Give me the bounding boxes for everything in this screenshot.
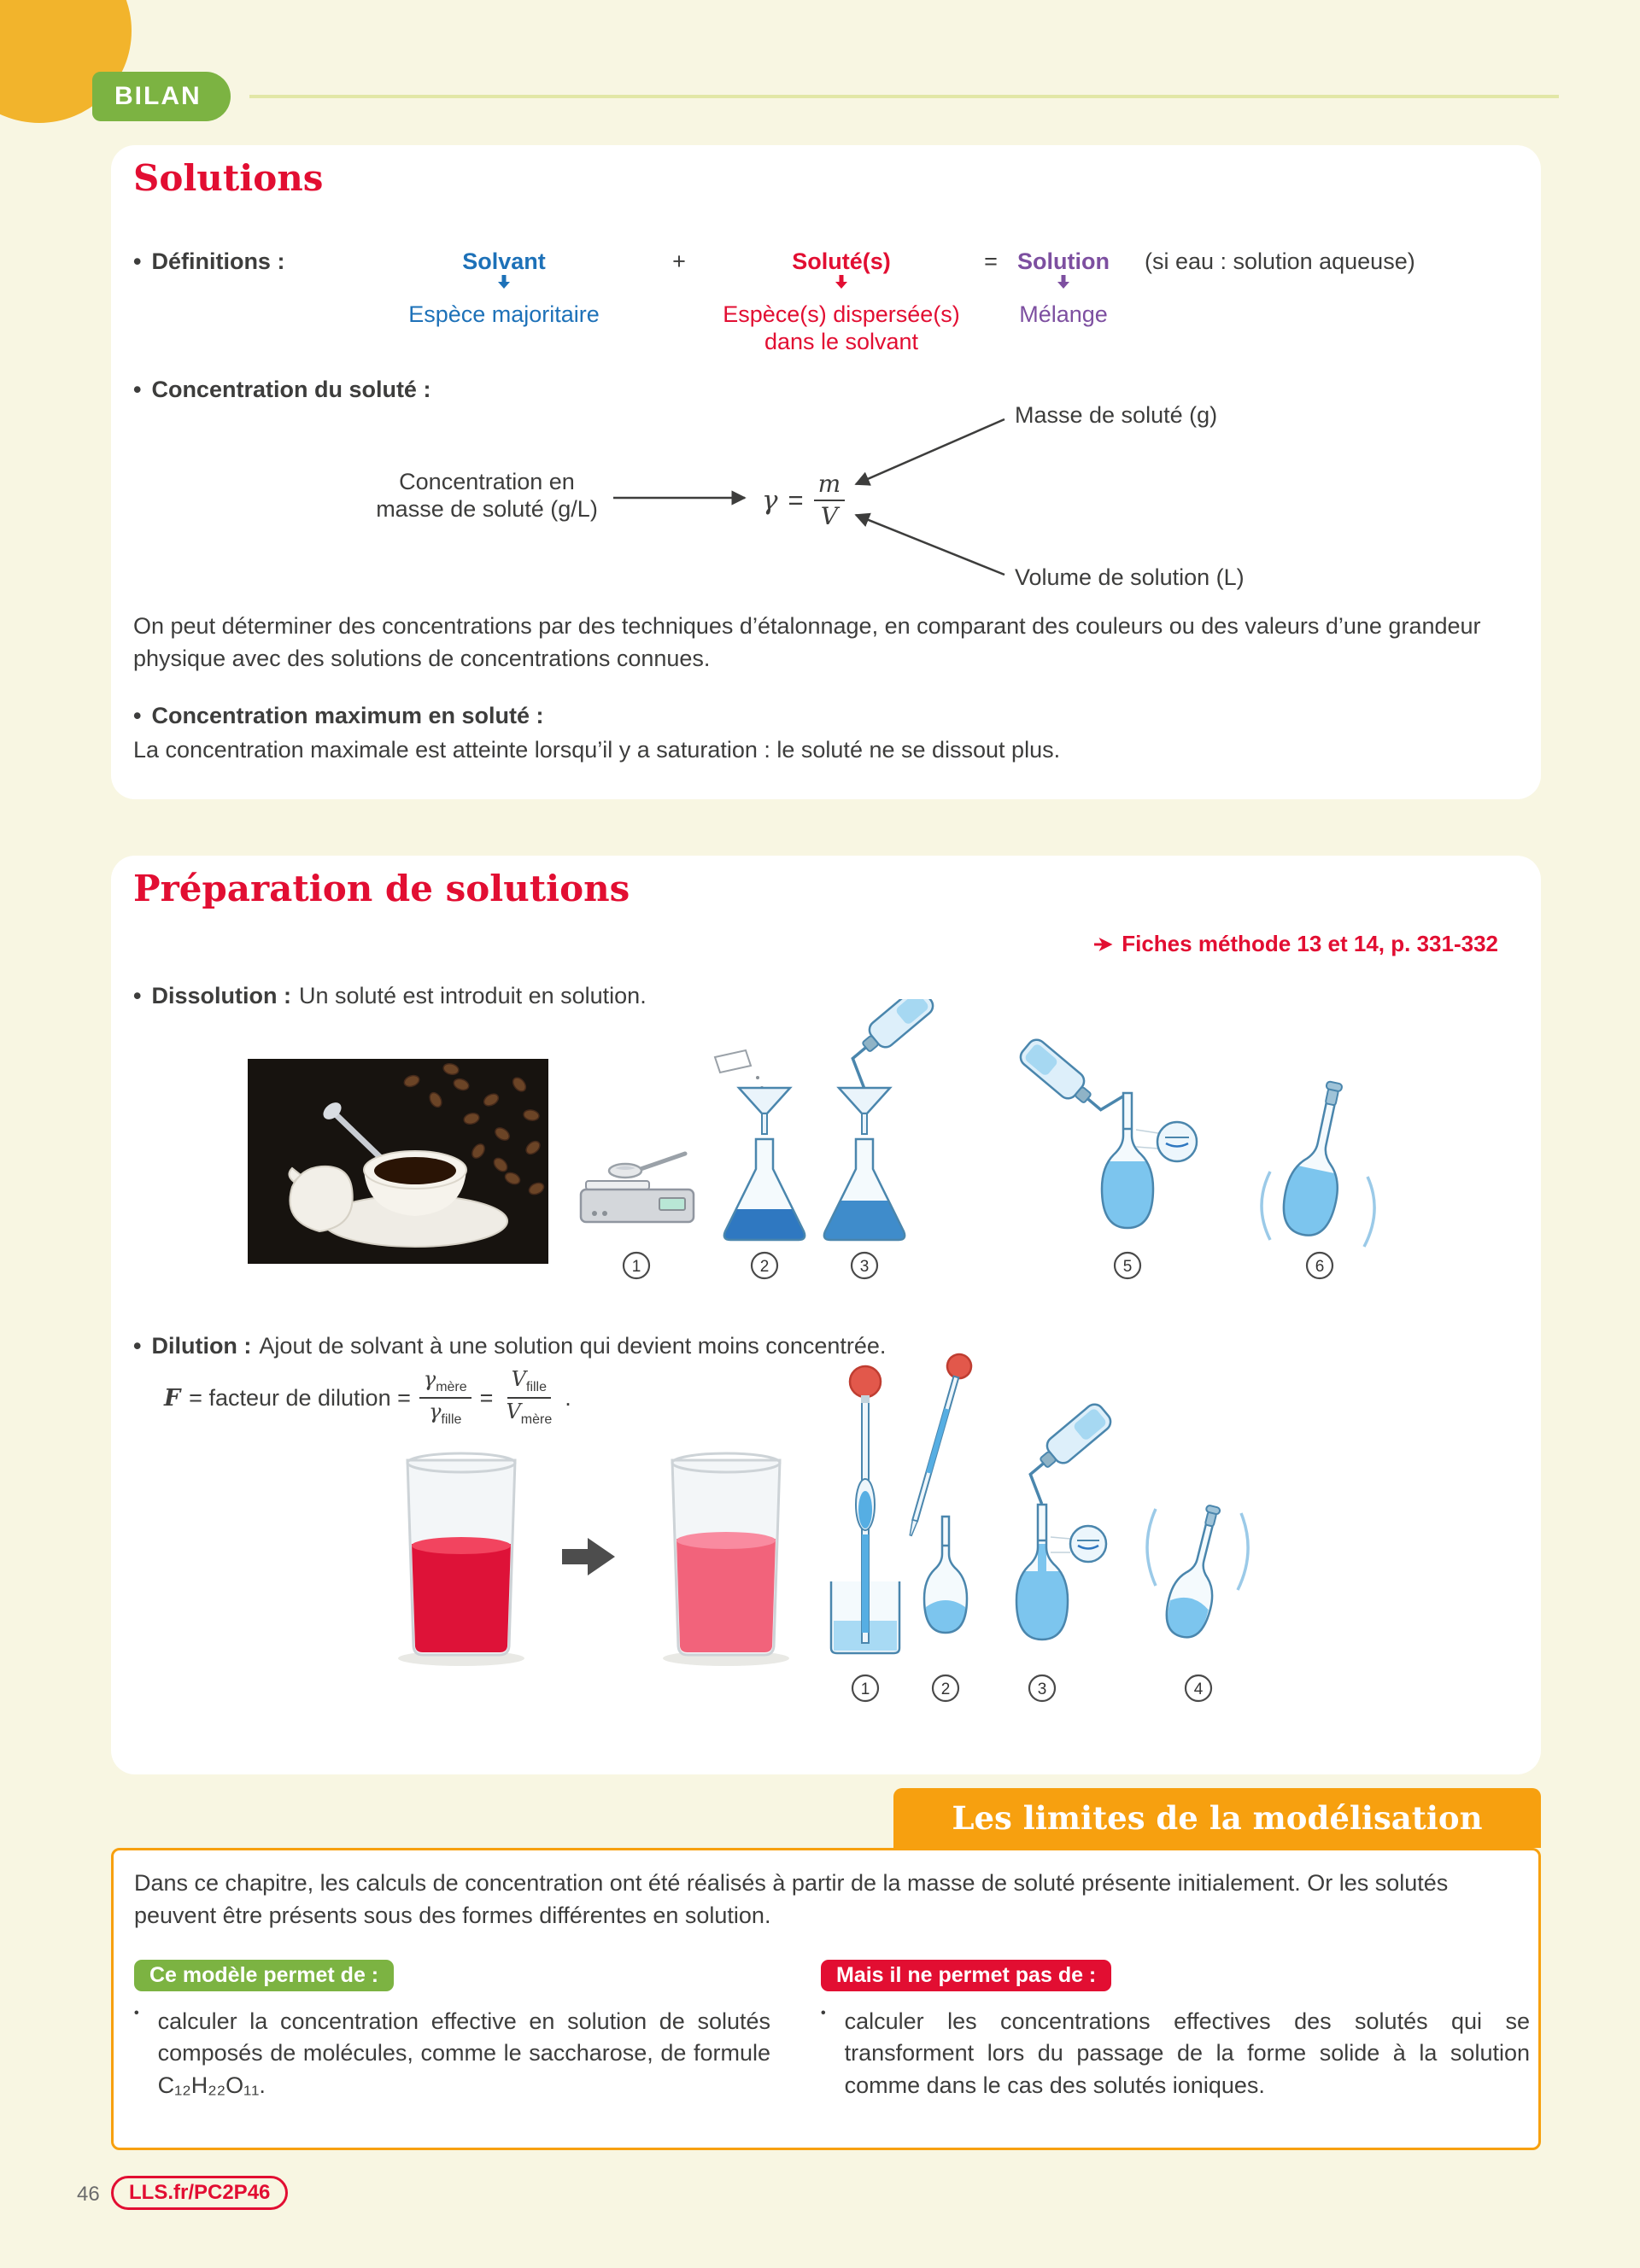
- step-number: 3: [1037, 1681, 1047, 1698]
- bullet-icon: •: [133, 1333, 142, 1359]
- solute-definition-line2: dans le solvant: [764, 329, 919, 354]
- limits-banner-text: Les limites de la modélisation: [952, 1799, 1483, 1837]
- step-number: 4: [1193, 1681, 1204, 1698]
- page-number: 46: [77, 2183, 100, 2206]
- footer-link-pill: [111, 2176, 288, 2210]
- limits-banner: [893, 1788, 1541, 1848]
- dissolution-step-numbers: [624, 1253, 1332, 1278]
- dilution-illustration: [799, 1342, 1294, 1710]
- motion-arc: [1262, 1172, 1270, 1240]
- step-number: 6: [1315, 1258, 1325, 1276]
- wash-bottle-icon: [1016, 1024, 1128, 1127]
- definitions-label: [133, 246, 284, 278]
- bullet-icon: •: [133, 377, 142, 402]
- down-arrow-icon: [835, 275, 847, 293]
- max-concentration-text: La concentration maximale est atteinte lorsqu’il y a saturation : le soluté ne se dissout plus.: [133, 737, 1061, 763]
- swirl-flask-icon: [1262, 1078, 1374, 1247]
- bullet-icon: •: [133, 248, 142, 274]
- dilution-factor-symbol: F: [164, 1384, 181, 1412]
- pipette-bulb: [850, 1366, 881, 1397]
- flask-funnel-rinse-icon: [824, 999, 946, 1240]
- dilution-factor-text: = facteur de dilution =: [189, 1384, 411, 1411]
- bullet-icon: •: [133, 703, 142, 728]
- bullet-icon: •: [134, 2006, 139, 2020]
- motion-arc: [1147, 1509, 1156, 1586]
- arrow-from-volume: [856, 515, 1004, 575]
- concentration-label: [133, 374, 430, 406]
- gamma-mere: γ: [423, 1367, 436, 1391]
- preparation-card: [111, 856, 1541, 1774]
- volume-fraction: [501, 1368, 556, 1428]
- flask-funnel-icon: [715, 1050, 805, 1240]
- arrow-icon: [562, 1538, 615, 1575]
- wash-bottle-icon: [1013, 1400, 1124, 1504]
- step-number: 5: [1122, 1258, 1133, 1276]
- sub-mere: mère: [436, 1379, 467, 1394]
- bullet-icon: •: [821, 2006, 826, 2020]
- swirl-flask-icon: [1147, 1501, 1248, 1641]
- pros-item: [134, 2006, 770, 2101]
- plus-sign: +: [672, 248, 686, 274]
- step-number: 2: [940, 1681, 951, 1698]
- equals-symbol: =: [788, 485, 804, 516]
- wash-bottle-icon: [835, 999, 946, 1088]
- glass-after: [663, 1453, 789, 1666]
- balance-icon: [581, 1154, 694, 1222]
- dissolution-illustration: [564, 999, 1426, 1289]
- glass-before: [398, 1453, 524, 1666]
- solutions-title: Solutions: [133, 157, 324, 199]
- header-rule: [249, 95, 1559, 98]
- sub-mere: mère: [520, 1412, 553, 1427]
- method-reference-text: Fiches méthode 13 et 14, p. 331-332: [1122, 931, 1498, 956]
- gamma-fraction: [419, 1368, 472, 1428]
- step-number: 1: [860, 1681, 870, 1698]
- solvant-term: Solvant: [462, 248, 546, 274]
- dilution-line: [133, 1330, 886, 1363]
- pros-badge: Ce modèle permet de :: [134, 1960, 394, 1991]
- step-number: 1: [631, 1258, 641, 1276]
- coffee-liquid: [374, 1157, 456, 1184]
- limits-card: [111, 1848, 1541, 2150]
- footer-link-text: LLS.fr/PC2P46: [129, 2181, 271, 2204]
- method-reference: [1092, 931, 1498, 957]
- equals-symbol: =: [479, 1384, 494, 1411]
- dilution-formula: [164, 1368, 571, 1428]
- concentration-label-text: Concentration du soluté :: [151, 377, 431, 402]
- dilution-label: Dilution :: [151, 1333, 252, 1359]
- dilution-step-numbers: [852, 1675, 1211, 1701]
- motion-arc: [1238, 1513, 1248, 1590]
- volumetric-fill-icon: [1016, 1024, 1197, 1228]
- concentration-left-line1: Concentration en: [399, 469, 575, 494]
- gamma-fille: γ: [429, 1400, 442, 1424]
- dissolution-text: Un soluté est introduit en solution.: [298, 983, 647, 1008]
- sub-fille: fille: [441, 1412, 462, 1427]
- pipette-bulb: [945, 1352, 975, 1382]
- down-arrow-icon: [1057, 275, 1069, 293]
- dissolution-label: Dissolution :: [151, 983, 291, 1008]
- cons-item: [821, 2006, 1530, 2101]
- solute-term: Soluté(s): [792, 248, 891, 274]
- step-number: 2: [759, 1258, 770, 1276]
- max-concentration-label-text: Concentration maximum en soluté :: [151, 703, 544, 728]
- v-fille: V: [511, 1367, 526, 1391]
- cons-badge: Mais il ne permet pas de :: [821, 1960, 1111, 1991]
- volume-label: Volume de solution (L): [1015, 564, 1245, 590]
- dilution-text: Ajout de solvant à une solution qui devient moins concentrée.: [259, 1333, 887, 1359]
- solution-term: Solution: [1017, 248, 1110, 274]
- bilan-badge: [92, 72, 231, 121]
- solute-definition-line1: Espèce(s) dispersée(s): [723, 301, 960, 327]
- period: .: [565, 1384, 571, 1411]
- definitions-label-text: Définitions :: [151, 248, 285, 274]
- step-number: 3: [859, 1258, 870, 1276]
- gamma-symbol: γ: [762, 485, 778, 517]
- max-concentration-label: [133, 700, 544, 733]
- limits-intro: Dans ce chapitre, les calculs de concentration ont été réalisés à partir de la masse de soluté présente initialement. Or les solutés peuvent être présents sous des formes différentes en solution.: [134, 1870, 1449, 1928]
- mass-over-volume-fraction: [814, 471, 846, 530]
- cons-text: calculer les concentrations effectives des solutés qui se transforment lors du passage de la forme solide à la solution comme dans le cas des solutés ioniques.: [844, 2008, 1530, 2098]
- method-arrow-icon: [1092, 936, 1115, 953]
- bullet-icon: •: [133, 983, 142, 1008]
- equals-sign: =: [984, 248, 998, 274]
- zoom-circle: [1136, 1122, 1197, 1161]
- volume-symbol: V: [820, 502, 839, 531]
- solution-definition: Mélange: [1019, 301, 1108, 327]
- volumetric-topup-icon: [1013, 1400, 1124, 1640]
- coffee-photo: [248, 1059, 548, 1264]
- solvant-definition: Espèce majoritaire: [408, 301, 600, 327]
- bilan-label: BILAN: [114, 82, 202, 110]
- solutions-card: [111, 145, 1541, 799]
- pros-text: calculer la concentration effective en solution de solutés composés de molécules, comme le saccharose, de formule C₁₂H₂₂O₁₁.: [157, 2008, 770, 2098]
- etalonnage-paragraph: On peut déterminer des concentrations par des techniques d’étalonnage, en comparant des couleurs ou des valeurs d’une grandeur physique avec des solutions de concentrations connues.: [133, 613, 1481, 671]
- concentration-left-label: [367, 468, 606, 523]
- concentration-formula: [762, 471, 845, 530]
- arrow-from-mass: [856, 419, 1004, 484]
- sub-fille: fille: [526, 1379, 548, 1394]
- zoom-circle: [1051, 1526, 1106, 1562]
- v-mere: V: [506, 1400, 521, 1424]
- concentration-left-line2: masse de soluté (g/L): [376, 496, 598, 523]
- motion-arc: [1364, 1177, 1374, 1247]
- down-arrow-icon: [498, 275, 510, 293]
- pipette-beaker-icon: [831, 1366, 899, 1653]
- preparation-title: Préparation de solutions: [133, 868, 630, 909]
- dilution-photo: [367, 1445, 829, 1684]
- aqueous-note: (si eau : solution aqueuse): [1145, 248, 1415, 274]
- pipette-flask-icon: [899, 1352, 975, 1633]
- mass-label: Masse de soluté (g): [1015, 402, 1218, 428]
- mass-symbol: m: [814, 471, 846, 501]
